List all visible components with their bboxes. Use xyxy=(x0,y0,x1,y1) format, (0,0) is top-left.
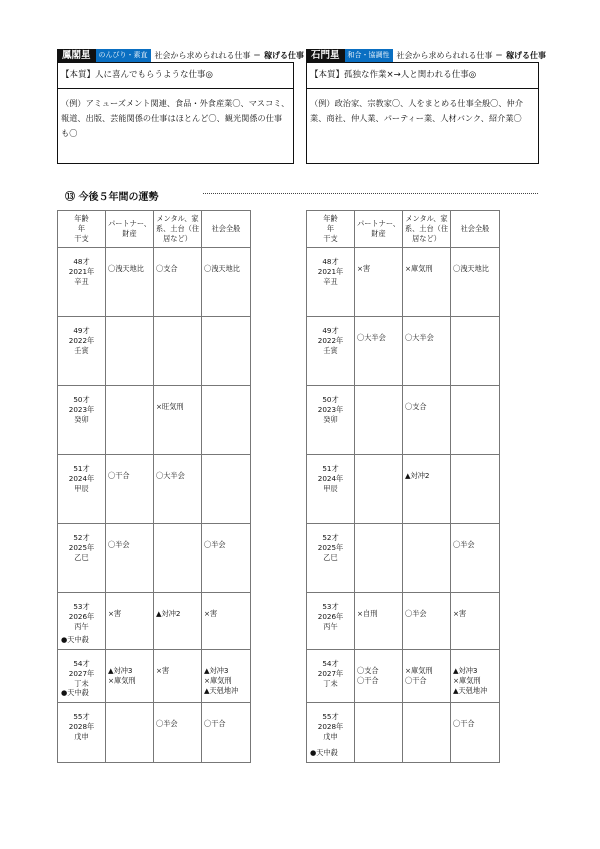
star-name: 鳳閣星 xyxy=(57,49,96,62)
fortune-entry: ▲対冲3 xyxy=(204,666,229,675)
fortune-entry: ×庫気刑 xyxy=(405,666,433,675)
star-tag: 和合・協調性 xyxy=(345,49,393,62)
tenchusatsu-mark: ●天中殺 xyxy=(61,688,89,697)
year-cell xyxy=(307,650,355,703)
fortune-entry: ×自刑 xyxy=(357,609,378,618)
table-row xyxy=(307,248,500,317)
fortune-entry: 〇干合 xyxy=(204,719,226,728)
fortune-entry: 〇支合 xyxy=(405,402,427,411)
mental-cell xyxy=(154,524,202,593)
year-cell xyxy=(58,593,106,650)
fortune-entry: 〇洩天地比 xyxy=(108,264,144,273)
column-header: 社会全般 xyxy=(202,211,251,248)
divider xyxy=(307,88,538,89)
partner-cell xyxy=(106,455,154,524)
fortune-entry: 〇大半会 xyxy=(156,471,185,480)
year-cell xyxy=(58,386,106,455)
age-label: 52才 xyxy=(322,533,339,542)
mental-cell xyxy=(403,455,451,524)
examples-text: （例）アミューズメント関連、食品・外食産業〇、マスコミ、報道、出版、芸能関係の仕事はほとんど〇、観光関係の仕事も〇 xyxy=(61,98,290,138)
star-name: 石門星 xyxy=(306,49,345,62)
mental-cell xyxy=(154,650,202,703)
society-cell xyxy=(451,524,500,593)
year-cell xyxy=(58,524,106,593)
mental-cell xyxy=(403,593,451,650)
eto-label: 癸卯 xyxy=(323,415,338,424)
fortune-entry: 〇大半会 xyxy=(357,333,386,342)
mental-cell xyxy=(403,317,451,386)
fortune-entry: 〇半会 xyxy=(405,609,427,618)
age-label: 50才 xyxy=(73,395,90,404)
age-label: 53才 xyxy=(322,602,339,611)
partner-cell xyxy=(355,593,403,650)
year-cell xyxy=(307,524,355,593)
eto-label: 癸卯 xyxy=(74,415,89,424)
column-header: パートナー、 財産 xyxy=(106,211,154,248)
partner-cell xyxy=(355,317,403,386)
table-row xyxy=(58,455,251,524)
fortune-entry: 〇半会 xyxy=(204,540,226,549)
fortune-entry: ▲対冲2 xyxy=(156,609,181,618)
eto-label: 戊申 xyxy=(323,732,338,741)
society-cell xyxy=(202,386,251,455)
column-header: 社会全般 xyxy=(451,211,500,248)
essence-text: 【本質】孤独な作業×→人と関われる仕事◎ xyxy=(310,70,477,80)
mental-cell xyxy=(154,248,202,317)
year-cell xyxy=(307,317,355,386)
eto-label: 甲辰 xyxy=(74,484,89,493)
table-row xyxy=(58,248,251,317)
age-label: 54才 xyxy=(322,659,339,668)
year-label: 2022年 xyxy=(317,336,344,345)
eto-label: 丙午 xyxy=(74,622,89,631)
mental-cell xyxy=(403,248,451,317)
fortune-entry: 〇洩天地比 xyxy=(453,264,489,273)
society-cell xyxy=(451,317,500,386)
year-cell xyxy=(307,593,355,650)
year-cell xyxy=(58,317,106,386)
tenchusatsu-mark: ●天中殺 xyxy=(310,748,338,757)
fortune-entry: ×害 xyxy=(204,609,218,618)
partner-cell xyxy=(355,455,403,524)
table-row xyxy=(58,317,251,386)
fortune-entry: ×害 xyxy=(108,609,122,618)
fortune-entry: ▲対冲3 xyxy=(453,666,478,675)
partner-cell xyxy=(355,248,403,317)
age-label: 55才 xyxy=(322,712,339,721)
society-cell xyxy=(202,248,251,317)
table-row xyxy=(58,703,251,763)
year-cell xyxy=(58,455,106,524)
fortune-entry: ×庫気刑 xyxy=(453,676,481,685)
fortune-entry: 〇支合 xyxy=(156,264,178,273)
society-cell xyxy=(451,703,500,763)
eto-label: 丁未 xyxy=(323,679,338,688)
column-header: メンタル、家 系、土台（住 居など） xyxy=(154,211,202,248)
column-header: メンタル、家 系、土台（住 居など） xyxy=(403,211,451,248)
dotted-rule xyxy=(203,193,538,194)
fortune-entry: 〇干合 xyxy=(405,676,427,685)
partner-cell xyxy=(355,524,403,593)
star-header-1 xyxy=(57,49,304,62)
age-label: 54才 xyxy=(73,659,90,668)
society-cell xyxy=(202,317,251,386)
society-cell xyxy=(451,650,500,703)
fortune-entry: ×旺気刑 xyxy=(156,402,184,411)
age-label: 52才 xyxy=(73,533,90,542)
mental-cell xyxy=(403,650,451,703)
year-label: 2026年 xyxy=(317,612,344,621)
year-label: 2023年 xyxy=(317,405,344,414)
partner-cell xyxy=(106,524,154,593)
table-row xyxy=(307,593,500,650)
society-cell xyxy=(451,455,500,524)
fortune-entry: ×庫気刑 xyxy=(108,676,136,685)
mental-cell xyxy=(403,524,451,593)
fortune-table-1 xyxy=(57,210,251,763)
partner-cell xyxy=(355,650,403,703)
fortune-entry: 〇支合 xyxy=(357,666,379,675)
eto-label: 丁未 xyxy=(74,679,89,688)
year-cell xyxy=(307,455,355,524)
eto-label: 丙午 xyxy=(323,622,338,631)
divider xyxy=(58,88,293,89)
table-row xyxy=(307,455,500,524)
fortune-entry: 〇半会 xyxy=(453,540,475,549)
eto-label: 甲辰 xyxy=(323,484,338,493)
age-label: 51才 xyxy=(73,464,90,473)
year-label: 2027年 xyxy=(317,669,344,678)
society-label: 社会から求められれる仕事 ＝ xyxy=(396,51,504,60)
fortune-entry: ▲天剋地冲 xyxy=(204,686,239,695)
eto-label: 辛丑 xyxy=(74,277,89,286)
partner-cell xyxy=(106,650,154,703)
fortune-entry: 〇半会 xyxy=(108,540,130,549)
column-header: 年齢 年 干支 xyxy=(58,211,106,248)
year-cell xyxy=(58,703,106,763)
table-row xyxy=(58,386,251,455)
fortune-entry: 〇干合 xyxy=(108,471,130,480)
fortune-entry: 〇洩天地比 xyxy=(204,264,240,273)
society-label: 社会から求められれる仕事 ＝ xyxy=(154,51,262,60)
fortune-entry: ×害 xyxy=(453,609,467,618)
column-header: 年齢 年 干支 xyxy=(307,211,355,248)
year-cell xyxy=(58,248,106,317)
partner-cell xyxy=(106,248,154,317)
year-cell xyxy=(58,650,106,703)
year-label: 2027年 xyxy=(68,669,95,678)
table-row xyxy=(307,524,500,593)
society-cell xyxy=(202,703,251,763)
year-label: 2025年 xyxy=(68,543,95,552)
year-label: 2024年 xyxy=(68,474,95,483)
eto-label: 乙巳 xyxy=(323,553,338,562)
mental-cell xyxy=(154,317,202,386)
earn-label: 稼げる仕事 xyxy=(264,51,305,60)
star-box-1 xyxy=(57,62,294,164)
age-label: 48才 xyxy=(322,257,339,266)
society-cell xyxy=(202,524,251,593)
year-label: 2022年 xyxy=(68,336,95,345)
partner-cell xyxy=(106,703,154,763)
eto-label: 壬寅 xyxy=(74,346,89,355)
society-cell xyxy=(202,650,251,703)
examples-text: （例）政治家、宗教家〇、人をまとめる仕事全般〇、仲介業、商社、仲人業、パーティー業、人材バンク、紹介業〇 xyxy=(310,98,523,123)
age-label: 48才 xyxy=(73,257,90,266)
fortune-entry: ×害 xyxy=(357,264,371,273)
fortune-entry: 〇干合 xyxy=(453,719,475,728)
fortune-entry: ▲天剋地冲 xyxy=(453,686,488,695)
society-cell xyxy=(202,455,251,524)
age-label: 49才 xyxy=(322,326,339,335)
earn-label: 稼げる仕事 xyxy=(506,51,547,60)
fortune-entry: 〇半会 xyxy=(156,719,178,728)
section-title: ⑬ 今後５年間の運勢 xyxy=(65,192,159,203)
fortune-entry: ▲対冲3 xyxy=(108,666,133,675)
partner-cell xyxy=(106,386,154,455)
age-label: 53才 xyxy=(73,602,90,611)
mental-cell xyxy=(154,593,202,650)
fortune-entry: ×庫気刑 xyxy=(405,264,433,273)
fortune-entry: 〇大半会 xyxy=(405,333,434,342)
table-row xyxy=(307,317,500,386)
age-label: 55才 xyxy=(73,712,90,721)
table-row xyxy=(307,703,500,763)
partner-cell xyxy=(355,703,403,763)
year-label: 2024年 xyxy=(317,474,344,483)
society-cell xyxy=(451,593,500,650)
year-cell xyxy=(307,248,355,317)
table-row xyxy=(58,650,251,703)
year-label: 2026年 xyxy=(68,612,95,621)
year-label: 2028年 xyxy=(317,722,344,731)
age-label: 51才 xyxy=(322,464,339,473)
year-label: 2021年 xyxy=(317,267,344,276)
fortune-entry: 〇干合 xyxy=(357,676,379,685)
table-row xyxy=(58,593,251,650)
age-label: 50才 xyxy=(322,395,339,404)
year-label: 2023年 xyxy=(68,405,95,414)
mental-cell xyxy=(154,703,202,763)
essence-text: 【本質】人に喜んでもらうような仕事◎ xyxy=(61,70,213,80)
partner-cell xyxy=(106,593,154,650)
mental-cell xyxy=(403,386,451,455)
partner-cell xyxy=(106,317,154,386)
table-row xyxy=(307,386,500,455)
mental-cell xyxy=(154,455,202,524)
star-header-2 xyxy=(306,49,546,62)
mental-cell xyxy=(403,703,451,763)
eto-label: 乙巳 xyxy=(74,553,89,562)
society-cell xyxy=(451,386,500,455)
column-header: パートナー、 財産 xyxy=(355,211,403,248)
age-label: 49才 xyxy=(73,326,90,335)
eto-label: 壬寅 xyxy=(323,346,338,355)
star-box-2 xyxy=(306,62,539,164)
society-cell xyxy=(202,593,251,650)
year-cell xyxy=(307,386,355,455)
star-tag: のんびり・素直 xyxy=(96,49,151,62)
table-row xyxy=(307,650,500,703)
fortune-entry: ▲対冲2 xyxy=(405,471,430,480)
year-label: 2021年 xyxy=(68,267,95,276)
mental-cell xyxy=(154,386,202,455)
eto-label: 戊申 xyxy=(74,732,89,741)
fortune-entry: ×庫気刑 xyxy=(204,676,232,685)
year-cell xyxy=(307,703,355,763)
society-cell xyxy=(451,248,500,317)
year-label: 2025年 xyxy=(317,543,344,552)
eto-label: 辛丑 xyxy=(323,277,338,286)
partner-cell xyxy=(355,386,403,455)
tenchusatsu-mark: ●天中殺 xyxy=(61,635,89,644)
table-row xyxy=(58,524,251,593)
fortune-table-2 xyxy=(306,210,500,763)
year-label: 2028年 xyxy=(68,722,95,731)
fortune-entry: ×害 xyxy=(156,666,170,675)
